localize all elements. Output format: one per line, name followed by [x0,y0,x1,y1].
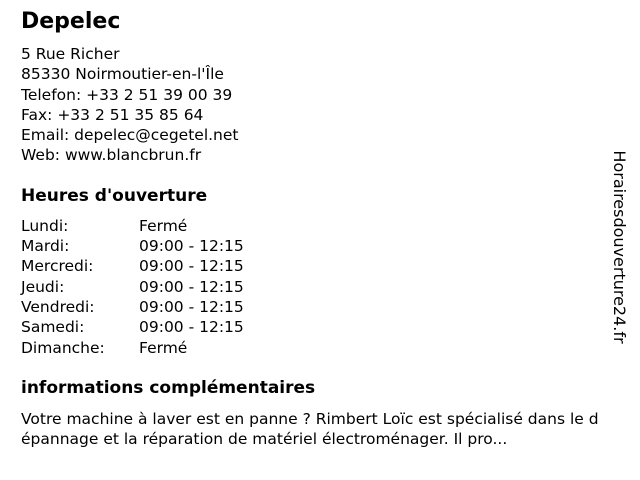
hours-row [21,277,640,297]
day-label: Mercredi: [21,257,94,276]
site-watermark: Horairesdouverture24.fr [610,150,629,344]
day-hours: Fermé [139,216,188,235]
hours-section-title: Heures d'ouverture [21,185,208,206]
hours-row [21,216,640,236]
day-label: Samedi: [21,318,85,337]
hours-row [21,256,640,276]
day-hours: 09:00 - 12:15 [139,277,244,296]
day-label: Dimanche: [21,338,105,357]
business-name: Depelec [21,9,121,34]
contact-block [21,44,640,166]
day-label: Mardi: [21,237,70,256]
address-street: 5 Rue Richer [21,45,120,63]
hours-row [21,297,640,317]
additional-info-title: informations complémentaires [21,377,316,398]
hours-table [21,216,640,358]
day-hours: 09:00 - 12:15 [139,318,244,337]
hours-row [21,236,640,256]
phone-line: Telefon: +33 2 51 39 00 39 [21,85,233,104]
day-hours: Fermé [139,338,188,357]
day-label: Vendredi: [21,297,95,316]
day-hours: 09:00 - 12:15 [139,237,244,256]
address-city: 85330 Noirmoutier-en-l'Île [21,65,224,84]
email-line: Email: depelec@cegetel.net [21,126,239,145]
day-hours: 09:00 - 12:15 [139,297,244,316]
hours-row [21,338,640,358]
fax-line: Fax: +33 2 51 35 85 64 [21,105,204,124]
hours-row [21,317,640,337]
day-label: Jeudi: [21,277,65,296]
additional-info-text: Votre machine à laver est en panne ? Rimbert Loïc est spécialisé dans le dépannage et la réparation de matériel électroménager. Il pro... [21,409,599,449]
day-label: Lundi: [21,216,69,235]
website-line: Web: www.blancbrun.fr [21,146,202,165]
day-hours: 09:00 - 12:15 [139,257,244,276]
